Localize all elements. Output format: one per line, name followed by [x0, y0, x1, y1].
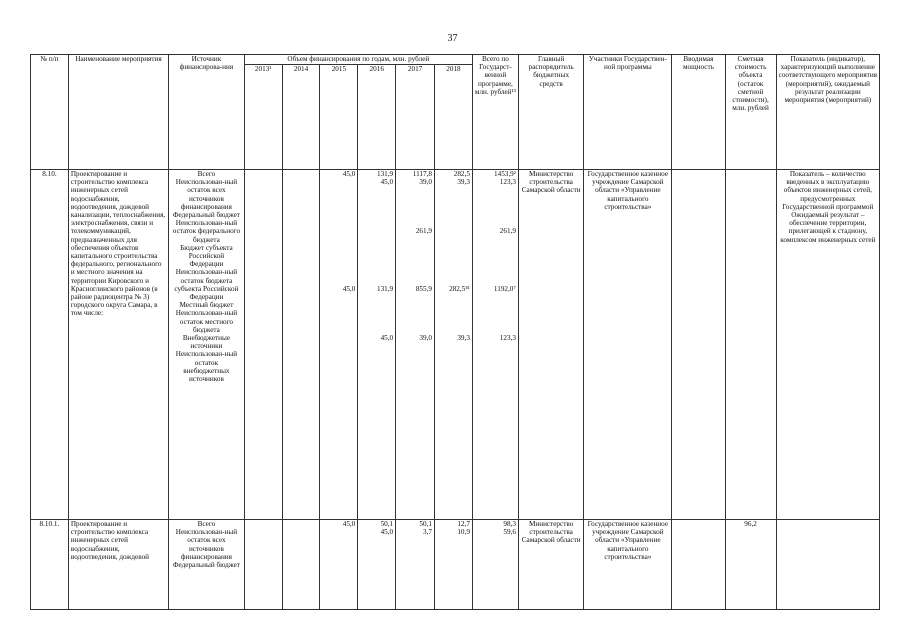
funding-source: Неиспользован-ный остаток федерального бюджета: [172, 219, 241, 244]
table-row: [31, 520, 880, 610]
header-cost: Сметная стоимость объекта (остаток сметной стоимости), млн. рублей: [725, 55, 776, 170]
value-cell: 261,9: [499, 227, 516, 236]
value-cell: 282,5: [453, 170, 470, 178]
value-cell: 131,9: [376, 170, 394, 178]
funding-source: Неиспользован-ный остаток бюджета субъекта Российской Федерации: [174, 268, 239, 302]
value-cell: 261,9: [415, 227, 432, 236]
value-total: [472, 520, 518, 610]
table-row: [31, 170, 880, 520]
header-year: 2015: [320, 65, 358, 170]
value-cell: 50,1: [419, 520, 432, 528]
value-cell: 98,3: [503, 520, 516, 528]
funding-source: Всего: [197, 170, 216, 178]
funding-sources: [169, 170, 245, 520]
header-year: 2016: [358, 65, 396, 170]
funding-source: Внебюджетные источники: [182, 334, 231, 351]
budget-manager: Министерство строительства Самарской области: [518, 520, 583, 610]
value-cell: 45,0: [342, 170, 356, 178]
funding-source: Неиспользован-ный остаток всех источников финансирования: [175, 178, 238, 211]
funding-source: Неиспользован-ный остаток внебюджетных источников: [175, 350, 238, 384]
value-cell: 39,0: [419, 333, 432, 342]
value-y2015: [320, 520, 358, 610]
value-y2018: [435, 520, 473, 610]
estimated-cost: [725, 170, 776, 520]
value-y2018: [435, 170, 473, 520]
value-y2016: [358, 170, 396, 520]
header-year: 2018: [435, 65, 473, 170]
capacity: [672, 520, 725, 610]
value-cell: 3,7: [423, 528, 432, 537]
program-participants: Государственное казенное учреждение Самарской области «Управление капитального строительства»: [584, 520, 672, 610]
header-name: Наименование мероприятия: [68, 55, 168, 170]
budget-manager: Министерство строительства Самарской области: [518, 170, 583, 520]
value-cell: 123,3: [499, 178, 516, 187]
value-y2013: [244, 520, 282, 610]
value-y2014: [282, 520, 320, 610]
value-y2017: [396, 520, 435, 610]
value-y2013: [244, 170, 282, 520]
value-cell: 39,3: [457, 333, 470, 342]
header-total: Всего по Государст-венной программе, млн. рублей¹³: [472, 55, 518, 170]
program-participants: Государственное казенное учреждение Самарской области «Управление капитального строительства»: [584, 170, 672, 520]
capacity: [672, 170, 725, 520]
estimated-cost: 96,2: [725, 520, 776, 610]
funding-source: Федеральный бюджет: [172, 211, 240, 220]
header-capacity: Вводимая мощность: [672, 55, 725, 170]
row-number: 8.10.: [31, 170, 69, 520]
header-finance: Объем финансирования по годам, млн. рублей: [244, 55, 472, 65]
value-cell: 45,0: [380, 178, 394, 187]
value-cell: 1192,0⁷: [493, 284, 516, 293]
value-y2014: [282, 170, 320, 520]
value-cell: 45,0: [380, 528, 394, 537]
value-cell: 1453,9²: [494, 170, 516, 178]
header-year: 2013¹: [244, 65, 282, 170]
funding-source: Местный бюджет: [179, 301, 234, 310]
financing-table: [30, 54, 880, 610]
funding-source: Неиспользован-ный остаток местного бюджета: [175, 309, 238, 334]
funding-source: Неиспользован-ный остаток всех источников финансирования: [175, 528, 238, 561]
value-cell: 50,1: [380, 520, 394, 528]
indicator: Показатель – количество введенных в эксплуатацию объектов инженерных сетей, предусмотренных Государственной программой Ожидаемый результат – обеспечение территории, прилегающей к стадиону, комплексом инженерных сетей: [776, 170, 879, 520]
value-cell: 1117,8: [412, 170, 432, 178]
value-cell: 39,3: [457, 178, 470, 187]
funding-sources: [169, 520, 245, 610]
header-participants: Участники Государствен-ной программы: [584, 55, 672, 170]
value-cell: 45,0: [342, 284, 356, 293]
value-cell: 39,0: [419, 178, 432, 187]
header-manager: Главный распорядитель бюджетных средств: [518, 55, 583, 170]
indicator: [776, 520, 879, 610]
measure-name: Проектирование и строительство комплекса инженерных сетей водоснабжения, водоотведения, дождевой канализации, теплоснабжения, электроснабжения, связи и телекоммуникаций, предназначенных для обеспечения объектов капитального строительства федерального, регионального и местного значения на территории Кировского и Красноглинского районов (в районе радиоцентра № 3) городского округа Самара, в том числе:: [68, 170, 168, 520]
value-y2016: [358, 520, 396, 610]
value-cell: 45,0: [342, 520, 356, 528]
value-cell: 59,6: [503, 528, 516, 537]
funding-source: Федеральный бюджет: [172, 561, 240, 570]
value-cell: 45,0: [380, 333, 394, 342]
value-cell: 131,9: [376, 284, 394, 293]
value-total: [472, 170, 518, 520]
funding-source: Бюджет субъекта Российской Федерации: [180, 243, 233, 269]
value-cell: 10,9: [457, 528, 470, 537]
funding-source: Всего: [197, 520, 216, 528]
row-number: 8.10.1.: [31, 520, 69, 610]
header-indicator: Показатель (индикатор), характеризующий выполнение соответствующего мероприятия (мероприятий), ожидаемый результат реализации мероприятия (мероприятий): [776, 55, 879, 170]
value-y2015: [320, 170, 358, 520]
value-cell: 123,3: [499, 333, 516, 342]
page-number: 37: [447, 33, 458, 44]
header-year: 2017: [396, 65, 435, 170]
header-source: Источник финансирова-ния: [169, 55, 245, 170]
value-cell: 282,5⁴¹: [449, 284, 470, 293]
measure-name: Проектирование и строительство комплекса инженерных сетей водоснабжения, водоотведения, дождевой: [68, 520, 168, 610]
value-y2017: [396, 170, 435, 520]
value-cell: 855,9: [415, 284, 432, 293]
header-num: № п/п: [31, 55, 69, 170]
value-cell: 12,7: [457, 520, 470, 528]
header-year: 2014: [282, 65, 320, 170]
